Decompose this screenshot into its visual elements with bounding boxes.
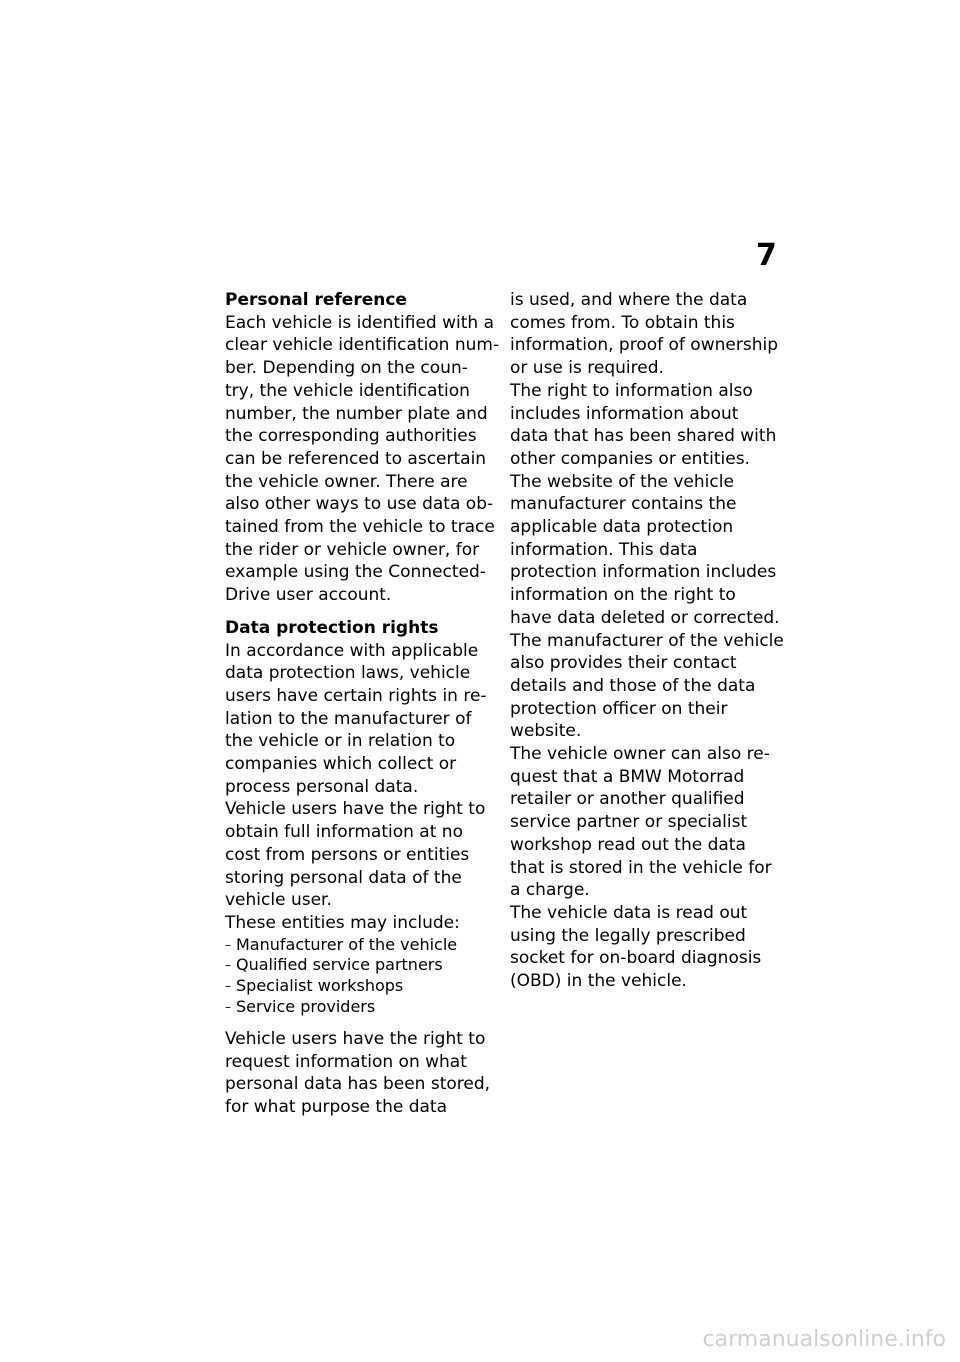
list-item-label: Specialist workshops [236, 976, 404, 996]
text-line: a charge. [510, 880, 590, 901]
text-line: workshop read out the data [510, 834, 746, 855]
text-line: Drive user account. [225, 585, 392, 606]
text-line: The manufacturer of the vehicle [510, 630, 784, 651]
text-line: using the legally prescribed [510, 925, 746, 946]
text-line: tained from the vehicle to trace [225, 517, 495, 538]
personal-reference-text [225, 312, 500, 607]
data-protection-paragraph-2 [225, 798, 497, 912]
text-line: website. [510, 721, 582, 742]
text-line: manufacturer contains the [510, 494, 737, 515]
text-line: comes from. To obtain this [510, 312, 735, 333]
text-line: service partner or specialist [510, 812, 748, 833]
text-line: The vehicle owner can also re- [510, 744, 770, 765]
text-line: request information on what [225, 1051, 467, 1072]
text-line: vehicle user. [225, 890, 332, 911]
text-line: cost from persons or entities [225, 844, 470, 865]
text-line: In accordance with applicable [225, 640, 479, 661]
text-line: try, the vehicle identification [225, 380, 470, 401]
watermark: carmanualsonline.info [702, 1327, 946, 1352]
text-line: applicable data protection [510, 517, 734, 538]
text-line: ber. Depending on the coun- [225, 358, 468, 379]
list-item [225, 976, 497, 997]
text-line: is used, and where the data [510, 290, 748, 310]
text-line: the vehicle or in relation to [225, 731, 456, 752]
text-line: or use is required. [510, 358, 664, 379]
text-line: users have certain rights in re- [225, 685, 487, 706]
text-line: retailer or another qualified [510, 789, 745, 810]
section-heading-data-protection-rights: Data protection rights [225, 617, 439, 638]
list-item-label: Qualified service partners [236, 955, 443, 975]
text-line: Vehicle users have the right to [225, 1028, 486, 1049]
list-item-label: Service providers [236, 997, 376, 1017]
dash-icon: – [225, 937, 231, 952]
text-line: can be referenced to ascertain [225, 448, 487, 469]
list-item-label: Manufacturer of the vehicle [236, 934, 458, 954]
text-line: includes information about [510, 403, 739, 424]
text-line: personal data has been stored, [225, 1074, 491, 1095]
text-line: process personal data. [225, 776, 419, 797]
text-line: also other ways to use data ob- [225, 494, 494, 515]
section-heading-personal-reference: Personal reference [225, 290, 407, 310]
text-line: clear vehicle identification num- [225, 335, 500, 356]
text-line: other companies or entities. [510, 448, 750, 469]
text-line: have data deleted or corrected. [510, 607, 780, 628]
dash-icon: – [225, 1000, 231, 1015]
text-line: socket for on-board diagnosis [510, 948, 762, 969]
text-line: information, proof of ownership [510, 335, 778, 356]
text-line: for what purpose the data [225, 1096, 448, 1117]
text-line: information on the right to [510, 585, 736, 606]
data-protection-paragraph-1 [225, 640, 497, 799]
text-line: the vehicle owner. There are [225, 471, 468, 492]
text-line: protection officer on their [510, 698, 728, 719]
right-paragraph-2 [510, 380, 785, 471]
text-line: obtain full information at no [225, 822, 463, 843]
text-line: lation to the manufacturer of [225, 708, 472, 729]
text-line: The vehicle data is read out [510, 902, 748, 923]
dash-icon: – [225, 979, 231, 994]
text-line: example using the Connected- [225, 562, 486, 583]
right-paragraph-3 [510, 471, 785, 743]
dash-icon: – [225, 958, 231, 973]
entities-list [225, 935, 497, 1018]
text-line: information. This data [510, 539, 698, 560]
text-line: details and those of the data [510, 675, 756, 696]
text-line: protection information includes [510, 562, 777, 583]
text-line: companies which collect or [225, 754, 457, 775]
right-paragraph-4 [510, 743, 785, 902]
text-line: also provides their contact [510, 653, 737, 674]
text-line: the rider or vehicle owner, for [225, 539, 480, 560]
text-line: The website of the vehicle [510, 471, 734, 492]
data-protection-paragraph-3 [225, 912, 497, 935]
text-line: quest that a BMW Motorrad [510, 766, 745, 787]
list-item [225, 955, 497, 976]
text-line: storing personal data of the [225, 867, 462, 888]
right-paragraph-1 [510, 289, 785, 380]
list-item [225, 997, 497, 1018]
right-column [510, 289, 785, 993]
text-line: the corresponding authorities [225, 426, 477, 447]
text-line: (OBD) in the vehicle. [510, 971, 687, 992]
text-line: The right to information also [510, 380, 753, 401]
list-item [225, 935, 497, 956]
left-column [225, 289, 500, 1119]
text-line: data that has been shared with [510, 426, 777, 447]
page-number: 7 [756, 238, 777, 273]
data-protection-paragraph-4 [225, 1028, 497, 1119]
text-line: These entities may include: [225, 912, 460, 933]
text-line: data protection laws, vehicle [225, 663, 471, 684]
right-paragraph-5 [510, 902, 785, 993]
text-line: Each vehicle is identified with a [225, 312, 495, 333]
text-line: Vehicle users have the right to [225, 799, 486, 820]
text-line: number, the number plate and [225, 403, 488, 424]
text-line: that is stored in the vehicle for [510, 857, 772, 878]
